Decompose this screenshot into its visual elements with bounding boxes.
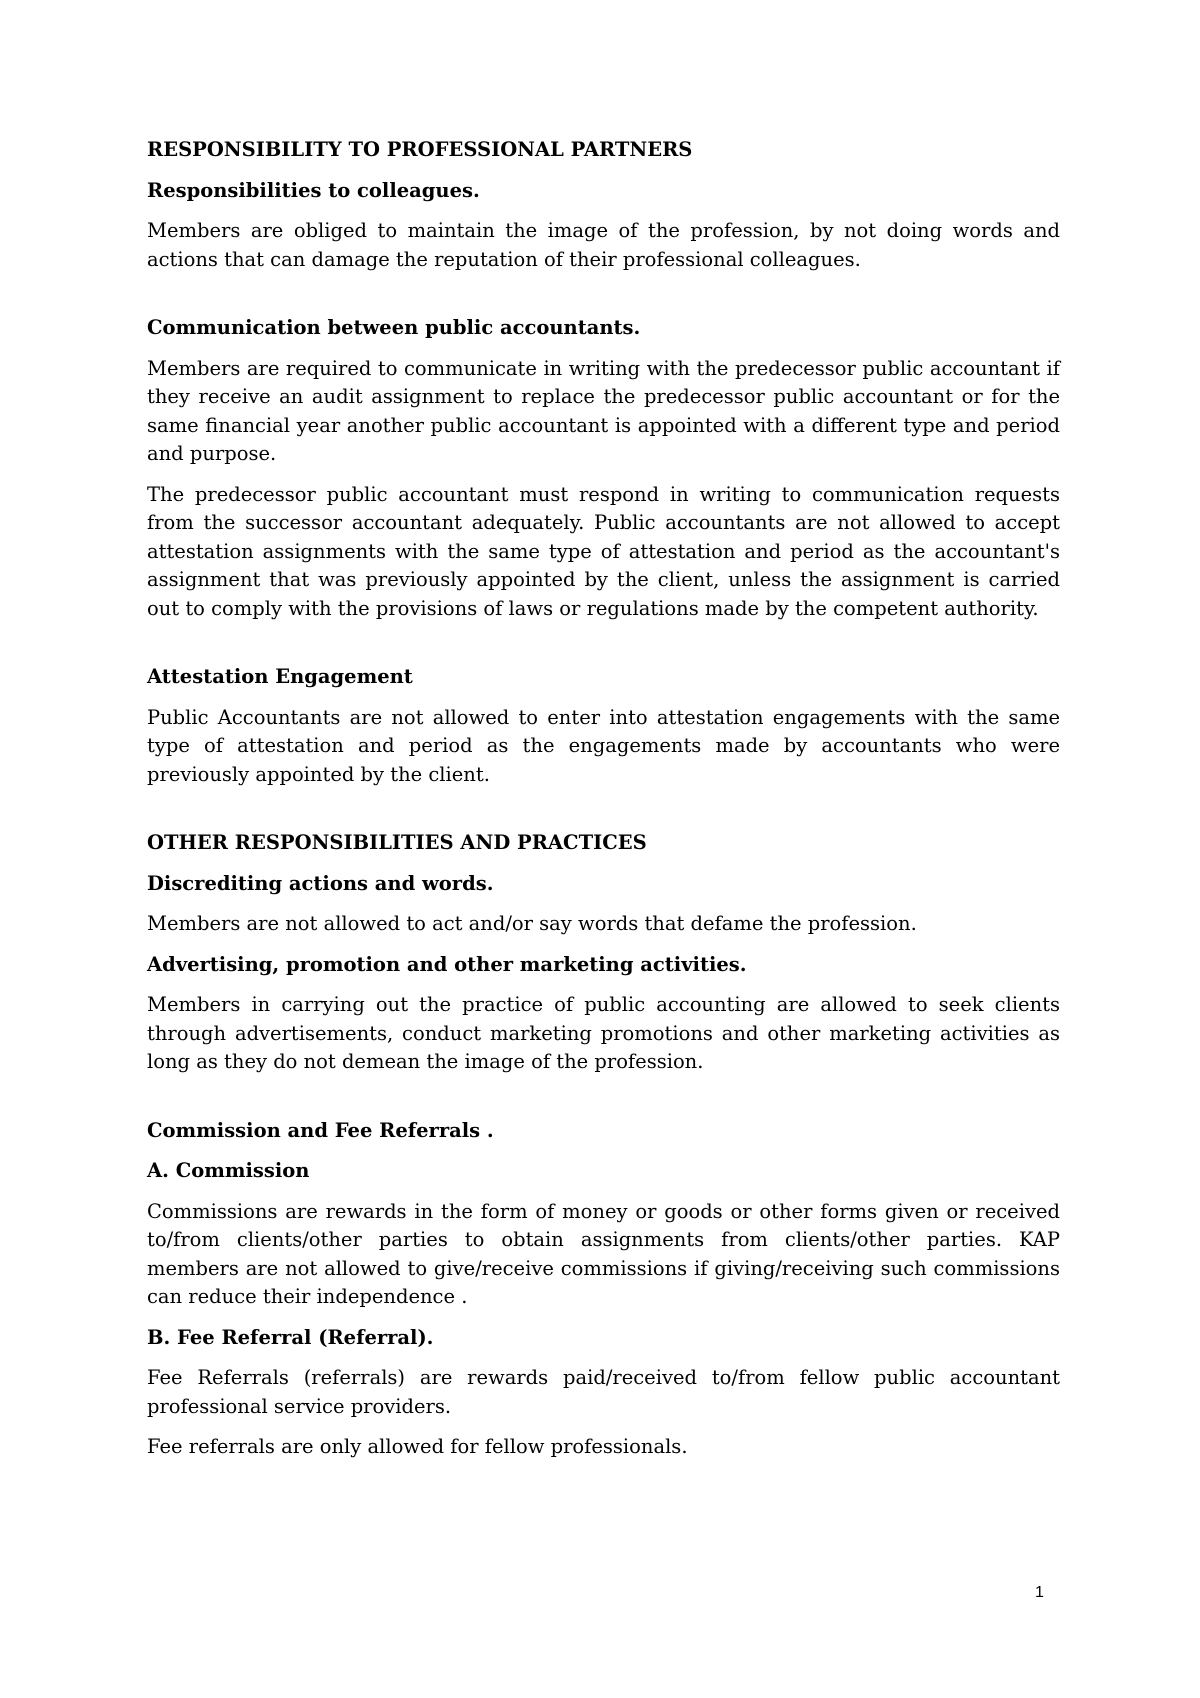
paragraph: Fee referrals are only allowed for fellow professionals. [147,1435,688,1458]
paragraph: Commissions are rewards in the form of money or goods or other forms given or received to/from clients/other parties to obtain assignments from clients/other parties. KAP members are not allowed to give/receive commissions if giving/receiving such commissions can reduce their independence . [147,1199,1060,1308]
subheading: Responsibilities to colleagues. [147,178,480,202]
subheading: Communication between public accountants. [147,316,641,339]
subheading: Advertising, promotion and other marketing activities. [147,952,747,976]
document-body [147,136,1060,1474]
paragraph: Members in carrying out the practice of public accounting are allowed to seek clients through advertisements, conduct marketing promotions and other marketing activities as long as they do not demean the image of the profession. [147,993,1060,1073]
paragraph: The predecessor public accountant must respond in writing to communication requests from the successor accountant adequately. Public accountants are not allowed to accept attestation assignments with the same type of attestation and period as the accountant's assignment that was previously appointed by the client, unless the assignment is carried out to comply with the provisions of laws or regulations made by the competent authority. [147,482,1060,620]
paragraph: Public Accountants are not allowed to enter into attestation engagements with the same type of attestation and period as the engagements made by accountants who were previously appointed by the client. [147,705,1060,786]
section-heading: RESPONSIBILITY TO PROFESSIONAL PARTNERS [147,138,693,161]
subheading: Commission and Fee Referrals . [147,1118,494,1142]
section-heading: OTHER RESPONSIBILITIES AND PRACTICES [147,831,647,854]
subheading: Attestation Engagement [147,665,413,688]
paragraph: Members are required to communicate in writing with the predecessor public accountant if they receive an audit assignment to replace the predecessor public accountant or for the same financial year another public accountant is appointed with a different type and period and purpose. [147,356,1060,465]
subheading: B. Fee Referral (Referral). [147,1325,434,1349]
paragraph: Members are obliged to maintain the image of the profession, by not doing words and actions that can damage the reputation of their professional colleagues. [147,219,1060,271]
subheading: Discrediting actions and words. [147,871,494,895]
paragraph: Fee Referrals (referrals) are rewards paid/received to/from fellow public accountant professional service providers. [147,1366,1060,1418]
subheading: A. Commission [147,1159,310,1182]
page-number: 1 [1035,1584,1044,1601]
paragraph: Members are not allowed to act and/or say words that defame the profession. [147,912,917,935]
